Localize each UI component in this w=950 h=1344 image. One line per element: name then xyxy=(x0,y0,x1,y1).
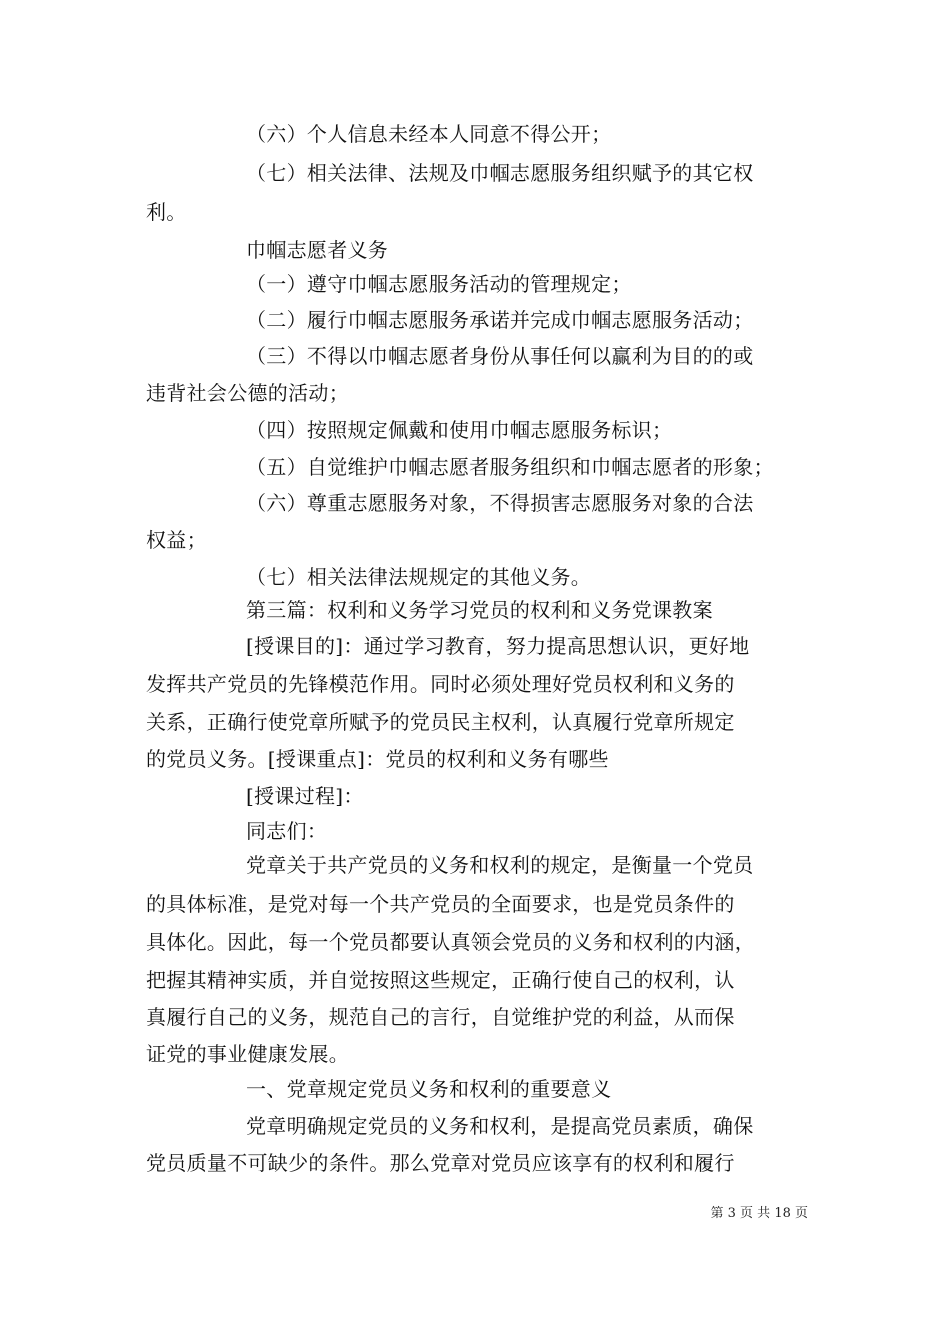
section-heading: 一、党章规定党员义务和权利的重要意义 xyxy=(246,1077,612,1101)
text-line: （六）个人信息未经本人同意不得公开； xyxy=(246,122,612,146)
text-line: 关系，正确行使党章所赋予的党员民主权利，认真履行党章所规定 xyxy=(146,710,735,734)
text-line: 证党的事业健康发展。 xyxy=(146,1042,349,1066)
text-line: 违背社会公德的活动； xyxy=(146,381,349,405)
page-number: 第 3 页 共 18 页 xyxy=(710,1206,808,1221)
text-line: （一）遵守巾帼志愿服务活动的管理规定； xyxy=(246,272,632,296)
text-line: （六）尊重志愿服务对象，不得损害志愿服务对象的合法 xyxy=(246,491,754,515)
text-line: 利。 xyxy=(146,200,187,224)
text-line: 党员质量不可缺少的条件。那么党章对党员应该享有的权利和履行 xyxy=(146,1151,735,1175)
text-line: [授课过程]： xyxy=(246,784,364,808)
text-line: 的具体标准，是党对每一个共产党员的全面要求，也是党员条件的 xyxy=(146,892,735,916)
text-line: （四）按照规定佩戴和使用巾帼志愿服务标识； xyxy=(246,418,673,442)
text-line: 发挥共产党员的先锋模范作用。同时必须处理好党员权利和义务的 xyxy=(146,672,735,696)
text-line: 党章明确规定党员的义务和权利，是提高党员素质，确保 xyxy=(246,1114,754,1138)
text-line: （三）不得以巾帼志愿者身份从事任何以赢利为目的的或 xyxy=(246,344,754,368)
text-line: 具体化。因此，每一个党员都要认真领会党员的义务和权利的内涵， xyxy=(146,930,755,954)
text-line: 党章关于共产党员的义务和权利的规定，是衡量一个党员 xyxy=(246,853,754,877)
text-line: （五）自觉维护巾帼志愿者服务组织和巾帼志愿者的形象； xyxy=(246,455,774,479)
text-line: 把握其精神实质，并自觉按照这些规定，正确行使自己的权利，认 xyxy=(146,968,735,992)
text-line: （二）履行巾帼志愿服务承诺并完成巾帼志愿服务活动； xyxy=(246,308,754,332)
text-line: [授课目的]：通过学习教育，努力提高思想认识，更好地 xyxy=(246,634,750,658)
text-line: （七）相关法律法规规定的其他义务。 xyxy=(246,565,592,589)
text-line: 同志们： xyxy=(246,819,328,843)
section-heading: 巾帼志愿者义务 xyxy=(246,238,389,262)
section-title: 第三篇：权利和义务学习党员的权利和义务党课教案 xyxy=(246,598,713,622)
text-line: 真履行自己的义务，规范自己的言行，自觉维护党的利益，从而保 xyxy=(146,1005,735,1029)
text-line: 权益； xyxy=(146,528,207,552)
text-line: （七）相关法律、法规及巾帼志愿服务组织赋予的其它权 xyxy=(246,161,754,185)
text-line: 的党员义务。[授课重点]：党员的权利和义务有哪些 xyxy=(146,747,609,771)
